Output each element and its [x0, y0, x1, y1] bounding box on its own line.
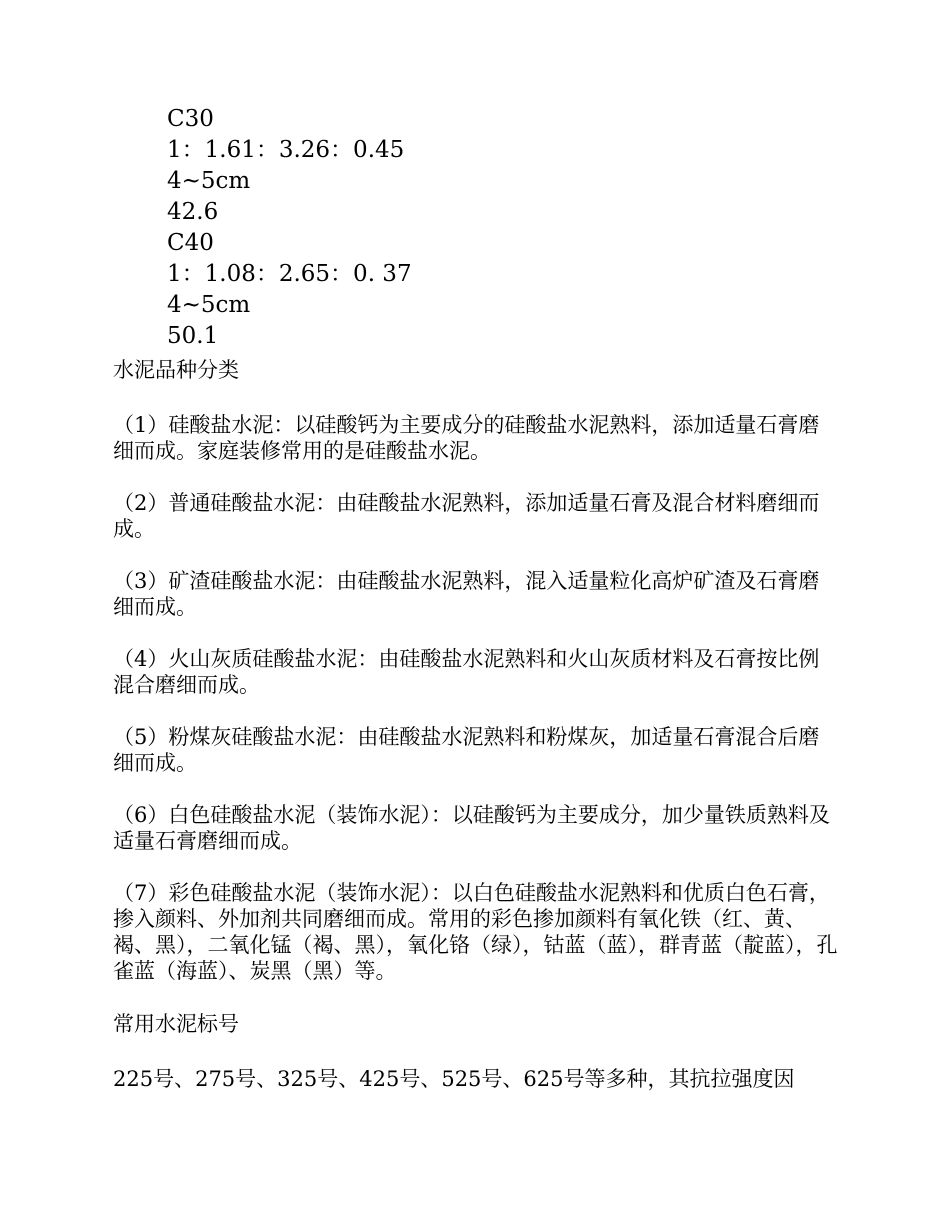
- table-cell: 1：1.08：2.65：0. 37: [167, 261, 412, 287]
- paragraph-item-1: （1）硅酸盐水泥：以硅酸钙为主要成分的硅酸盐水泥熟料，添加适量石膏磨细而成。家庭装修常用的是硅酸盐水泥。: [113, 413, 820, 463]
- table-cell: 42.6: [167, 199, 219, 225]
- paragraph-item-5: （5）粉煤灰硅酸盐水泥：由硅酸盐水泥熟料和粉煤灰，加适量石膏混合后磨细而成。: [113, 725, 820, 775]
- table-cell: 4~5cm: [167, 168, 251, 194]
- table-cell: 50.1: [167, 323, 219, 349]
- paragraph-item-6: （6）白色硅酸盐水泥（装饰水泥）：以硅酸钙为主要成分，加少量铁质熟料及适量石膏磨细而成。: [113, 803, 830, 853]
- main-text: [113, 356, 838, 1092]
- table-cell: C40: [167, 230, 214, 256]
- section-title-cement-grades: 常用水泥标号: [113, 1012, 239, 1036]
- paragraph-item-4: （4）火山灰质硅酸盐水泥：由硅酸盐水泥熟料和火山灰质材料及石膏按比例混合磨细而成。: [113, 647, 820, 697]
- table-cell: C30: [167, 106, 214, 132]
- paragraph-item-2: （2）普通硅酸盐水泥：由硅酸盐水泥熟料，添加适量石膏及混合材料磨细而成。: [113, 491, 820, 541]
- table-cell: 4~5cm: [167, 292, 251, 318]
- mix-ratio-table: [167, 104, 667, 352]
- table-cell: 1：1.61：3.26：0.45: [167, 137, 405, 163]
- paragraph-item-3: （3）矿渣硅酸盐水泥：由硅酸盐水泥熟料，混入适量粒化高炉矿渣及石膏磨细而成。: [113, 569, 820, 619]
- paragraph-item-7: （7）彩色硅酸盐水泥（装饰水泥）：以白色硅酸盐水泥熟料和优质白色石膏，掺入颜料、外加剂共同磨细而成。常用的彩色掺加颜料有氧化铁（红、黄、褐、黑），二氧化锰（褐、黑），氧化铬（绿），钴蓝（蓝），群青蓝（靛蓝），孔雀蓝（海蓝）、炭黑（黑）等。: [113, 881, 838, 983]
- section-title-cement-types: 水泥品种分类: [113, 358, 239, 382]
- paragraph-cement-grades: 225号、275号、325号、425号、525号、625号等多种，其抗拉强度因: [113, 1067, 795, 1091]
